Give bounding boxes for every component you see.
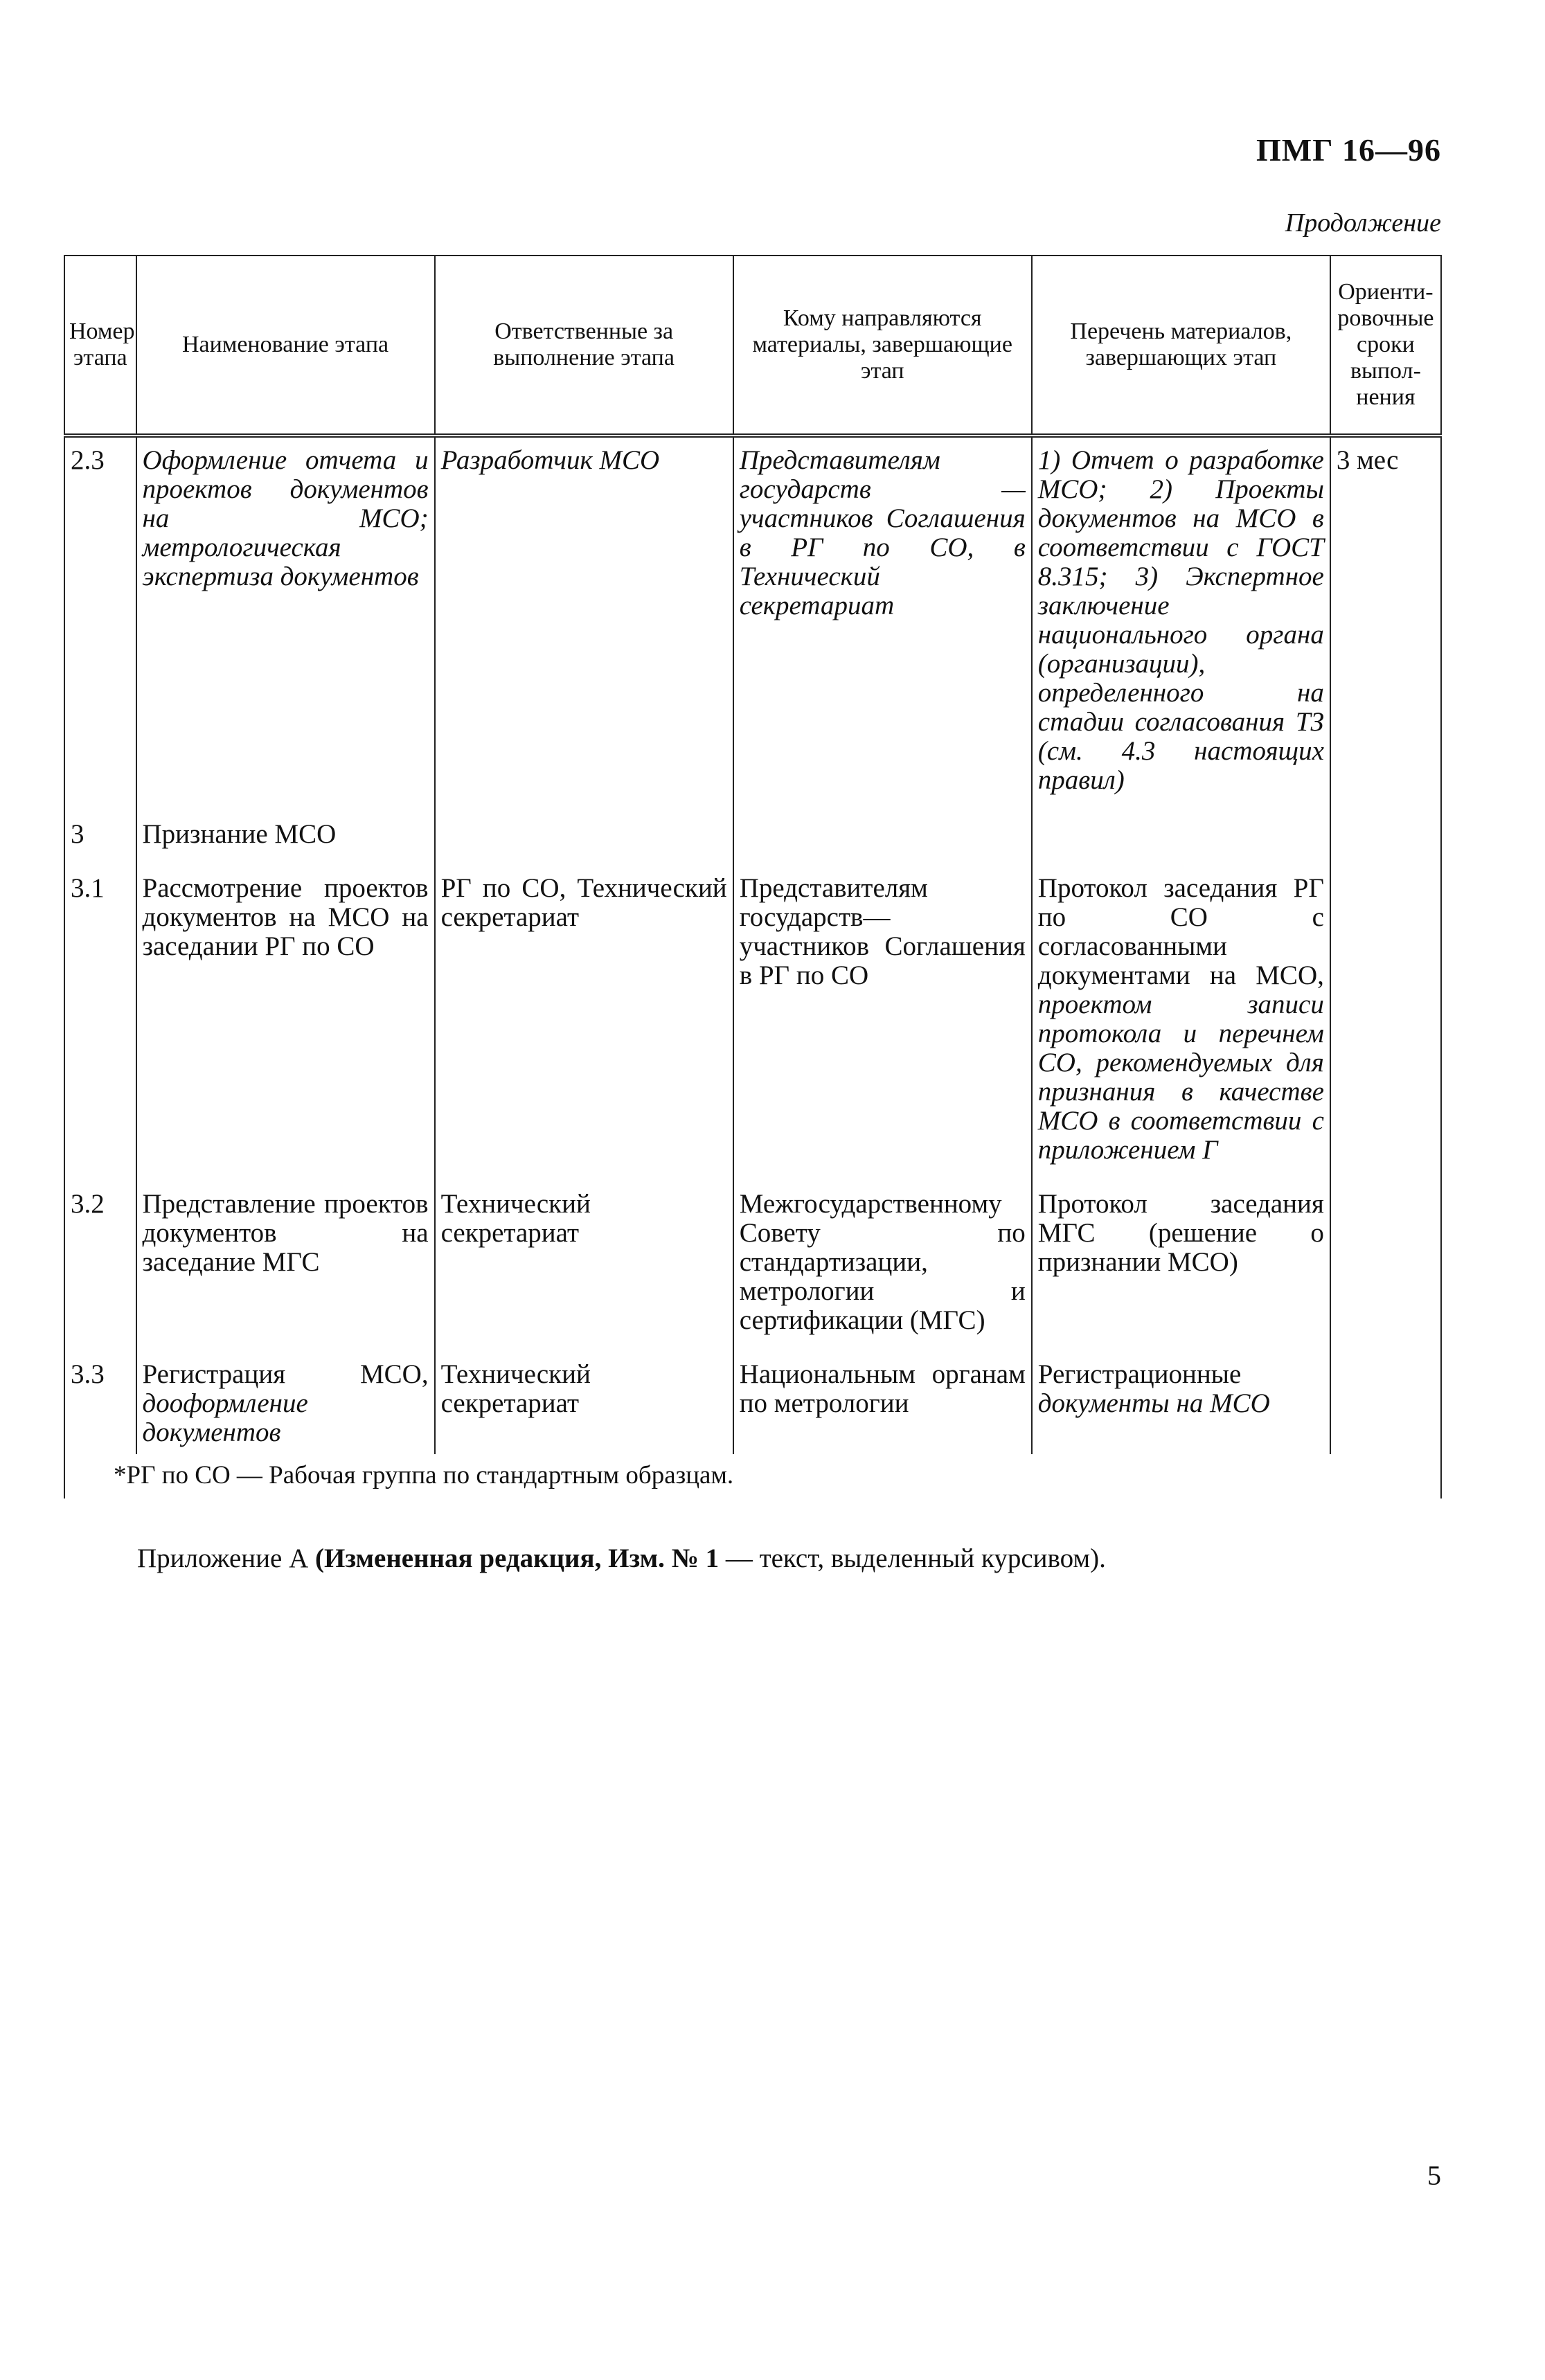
- stage-recipients: Представителям государств — участников Соглашения в РГ по СО, в Технический секретариат: [733, 436, 1032, 799]
- stage-recipients: [733, 799, 1032, 853]
- stage-materials: Протокол заседания МГС (решение о признании МСО): [1032, 1169, 1330, 1339]
- stage-responsible: Разработчик МСО: [435, 436, 733, 799]
- col-header-materials: Перечень материалов, завершающих этап: [1032, 256, 1330, 436]
- stage-responsible: Технический секретариат: [435, 1339, 733, 1454]
- materials-italic: документы на МСО: [1037, 1388, 1270, 1418]
- stage-term: 3 мес: [1330, 436, 1441, 799]
- stage-name: Представление проектов документов на заседание МГС: [136, 1169, 435, 1339]
- name-italic: дооформление документов: [142, 1388, 308, 1447]
- stage-number: 2.3: [64, 436, 136, 799]
- stage-number: 3.3: [64, 1339, 136, 1454]
- continuation-label: Продолжение: [1285, 208, 1441, 238]
- table-row: [64, 1169, 1441, 1339]
- table-row: [64, 1339, 1441, 1454]
- stage-responsible: Технический секретариат: [435, 1169, 733, 1339]
- stage-materials: [1032, 853, 1330, 1169]
- stage-term: [1330, 853, 1441, 1169]
- stage-recipients: Межгосударственному Совету по стандартизации, метрологии и сертификации (МГС): [733, 1169, 1032, 1339]
- materials-plain: Регистрационные: [1037, 1359, 1242, 1389]
- stage-term: [1330, 1339, 1441, 1454]
- appendix-prefix: Приложение А: [137, 1544, 309, 1573]
- table-footnote: *РГ по СО — Рабочая группа по стандартным образцам.: [64, 1454, 1441, 1498]
- col-header-stage-name: Наименование этапа: [136, 256, 435, 436]
- col-header-term: Ориенти-ровочные сроки выпол-нения: [1330, 256, 1441, 436]
- stage-number: 3.1: [64, 853, 136, 1169]
- appendix-bold: (Измененная редакция, Изм. № 1: [315, 1544, 720, 1573]
- table-footnote-row: [64, 1454, 1441, 1498]
- table-row: [64, 436, 1441, 799]
- stage-responsible: [435, 799, 733, 853]
- materials-plain: Протокол заседания РГ по СО с согласованными документами на МСО,: [1037, 873, 1324, 990]
- table-row: [64, 853, 1441, 1169]
- name-plain: Регистрация МСО,: [142, 1359, 429, 1389]
- table-header-row: [64, 256, 1441, 436]
- page-number: 5: [1427, 2160, 1441, 2191]
- stage-name: Рассмотрение проектов документов на МСО на заседании РГ по СО: [136, 853, 435, 1169]
- stage-materials: [1032, 1339, 1330, 1454]
- stage-materials: [1032, 799, 1330, 853]
- table-row: [64, 799, 1441, 853]
- stage-recipients: Национальным органам по метрологии: [733, 1339, 1032, 1454]
- stages-table: [64, 255, 1442, 1498]
- materials-italic: проектом записи протокола и перечнем СО, рекомендуемых для признания в качестве МСО в соответствии с приложением Г: [1037, 990, 1324, 1165]
- stage-recipients: Представителям государств— участников Соглашения в РГ по СО: [733, 853, 1032, 1169]
- stage-name: [136, 1339, 435, 1454]
- appendix-suffix: — текст, выделенный курсивом).: [725, 1544, 1106, 1573]
- col-header-recipients: Кому направляются материалы, завершающие этап: [733, 256, 1032, 436]
- col-header-number: Номер этапа: [64, 256, 136, 436]
- appendix-note: [137, 1543, 1106, 1574]
- stage-name: Оформление отчета и проектов документов на МСО; метрологическая экспертиза документов: [136, 436, 435, 799]
- stage-responsible: РГ по СО, Технический секретариат: [435, 853, 733, 1169]
- stage-term: [1330, 799, 1441, 853]
- stage-number: 3.2: [64, 1169, 136, 1339]
- stage-number: 3: [64, 799, 136, 853]
- stage-materials: 1) Отчет о разработке МСО; 2) Проекты документов на МСО в соответствии с ГОСТ 8.315; 3) Экспертное заключение национального органа (организации), определенного на стадии согласования ТЗ (см. 4.3 настоящих правил): [1032, 436, 1330, 799]
- col-header-responsible: Ответственные за выполнение этапа: [435, 256, 733, 436]
- stage-name: Признание МСО: [136, 799, 435, 853]
- document-code: ПМГ 16—96: [1256, 132, 1441, 168]
- stage-term: [1330, 1169, 1441, 1339]
